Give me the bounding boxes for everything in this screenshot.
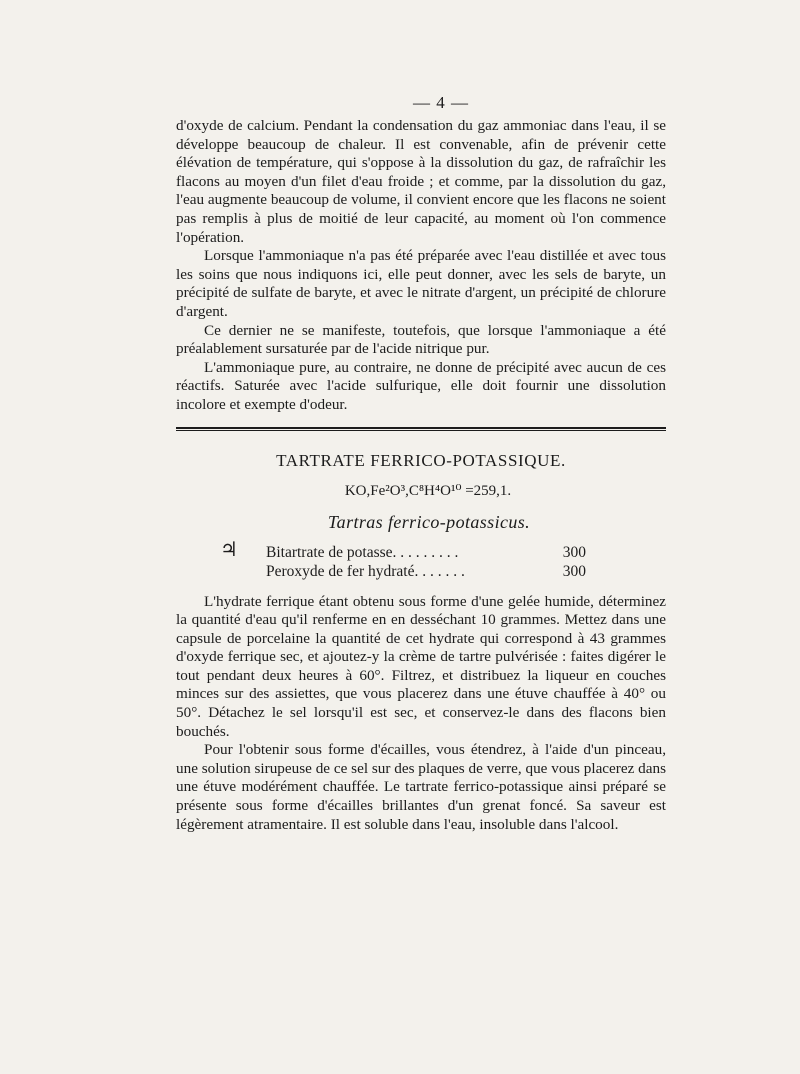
recipe-row xyxy=(176,562,666,581)
recipe-symbol: ♃ xyxy=(220,538,238,561)
recipe-row xyxy=(176,538,666,562)
chemical-formula: KO,Fe²O³,C⁸H⁴O¹⁰ =259,1. xyxy=(344,482,512,499)
paragraph-ammoniaque-pure: L'ammoniaque pure, au contraire, ne donne de précipité avec aucun de ces réactifs. Saturée avec l'acide sulfurique, elle doit fournir une dissolution incolore et exempte d'odeur. xyxy=(176,358,666,413)
page-content xyxy=(176,93,666,834)
recipe-ingredient: Peroxyde de fer hydraté. . . . . . . xyxy=(266,562,465,580)
recipe-quantity: 300 xyxy=(562,543,586,561)
recipe-ingredient: Bitartrate de potasse. . . . . . . . . xyxy=(266,543,459,561)
page-number: — 4 — xyxy=(413,93,469,112)
latin-name: Tartras ferrico-potassicus. xyxy=(327,511,531,532)
recipe-quantity: 300 xyxy=(562,562,586,580)
paragraph-continuation: d'oxyde de calcium. Pendant la condensation du gaz ammoniac dans l'eau, il se développe beaucoup de chaleur. Il est convenable, afin de prévenir cette élévation de température, qui s'oppose à la dissolution du gaz, de rafraîchir les flacons au moyen d'un filet d'eau froide ; et comme, par la dissolution du gaz, l'eau augmente beaucoup de volume, il convient encore que les flacons ne soient pas remplis à plus de moitié de leur capacité, au moment où l'on commence l'opération. xyxy=(176,117,666,246)
section-title: TARTRATE FERRICO-POTASSIQUE. xyxy=(276,450,566,470)
paragraph-precipite: Ce dernier ne se manifeste, toutefois, que lorsque l'ammoniaque a été préalablement sursaturée par de l'acide nitrique pur. xyxy=(176,321,666,358)
paragraph-preparation: L'hydrate ferrique étant obtenu sous forme d'une gelée humide, déterminez la quantité d'eau qu'il renferme en en desséchant 10 grammes. Mettez dans une capsule de porcelaine la quantité de cet hydrate qui correspond à 43 grammes d'oxyde ferrique sec, et ajoutez-y la crème de tartre pulvérisée : faites digérer le tout pendant deux heures à 60°. Filtrez, et distribuez la liqueur en couches minces sur des assiettes, que vous placerez dans une étuve chauffée à 40° ou 50°. Détachez le sel lorsqu'il est sec, et conservez-le dans des flacons bien bouchés. xyxy=(176,592,666,740)
paragraph-ecailles: Pour l'obtenir sous forme d'écailles, vous étendrez, à l'aide d'un pinceau, une solution sirupeuse de ce sel sur des plaques de verre, que vous placerez dans une étuve modérément chauffée. Le tartrate ferrico-potassique ainsi préparé se présente sous forme d'écailles brillantes d'un grenat foncé. Sa saveur est légèrement atramentaire. Il est soluble dans l'eau, insoluble dans l'alcool. xyxy=(176,741,666,833)
section-divider xyxy=(176,427,666,431)
recipe xyxy=(176,538,666,581)
paragraph-ammoniaque-impure: Lorsque l'ammoniaque n'a pas été préparée avec l'eau distillée et avec tous les soins que nous indiquons ici, elle peut donner, avec les sels de baryte, un précipité de sulfate de baryte, et avec le nitrate d'argent, un précipité de chlorure d'argent. xyxy=(176,247,666,320)
